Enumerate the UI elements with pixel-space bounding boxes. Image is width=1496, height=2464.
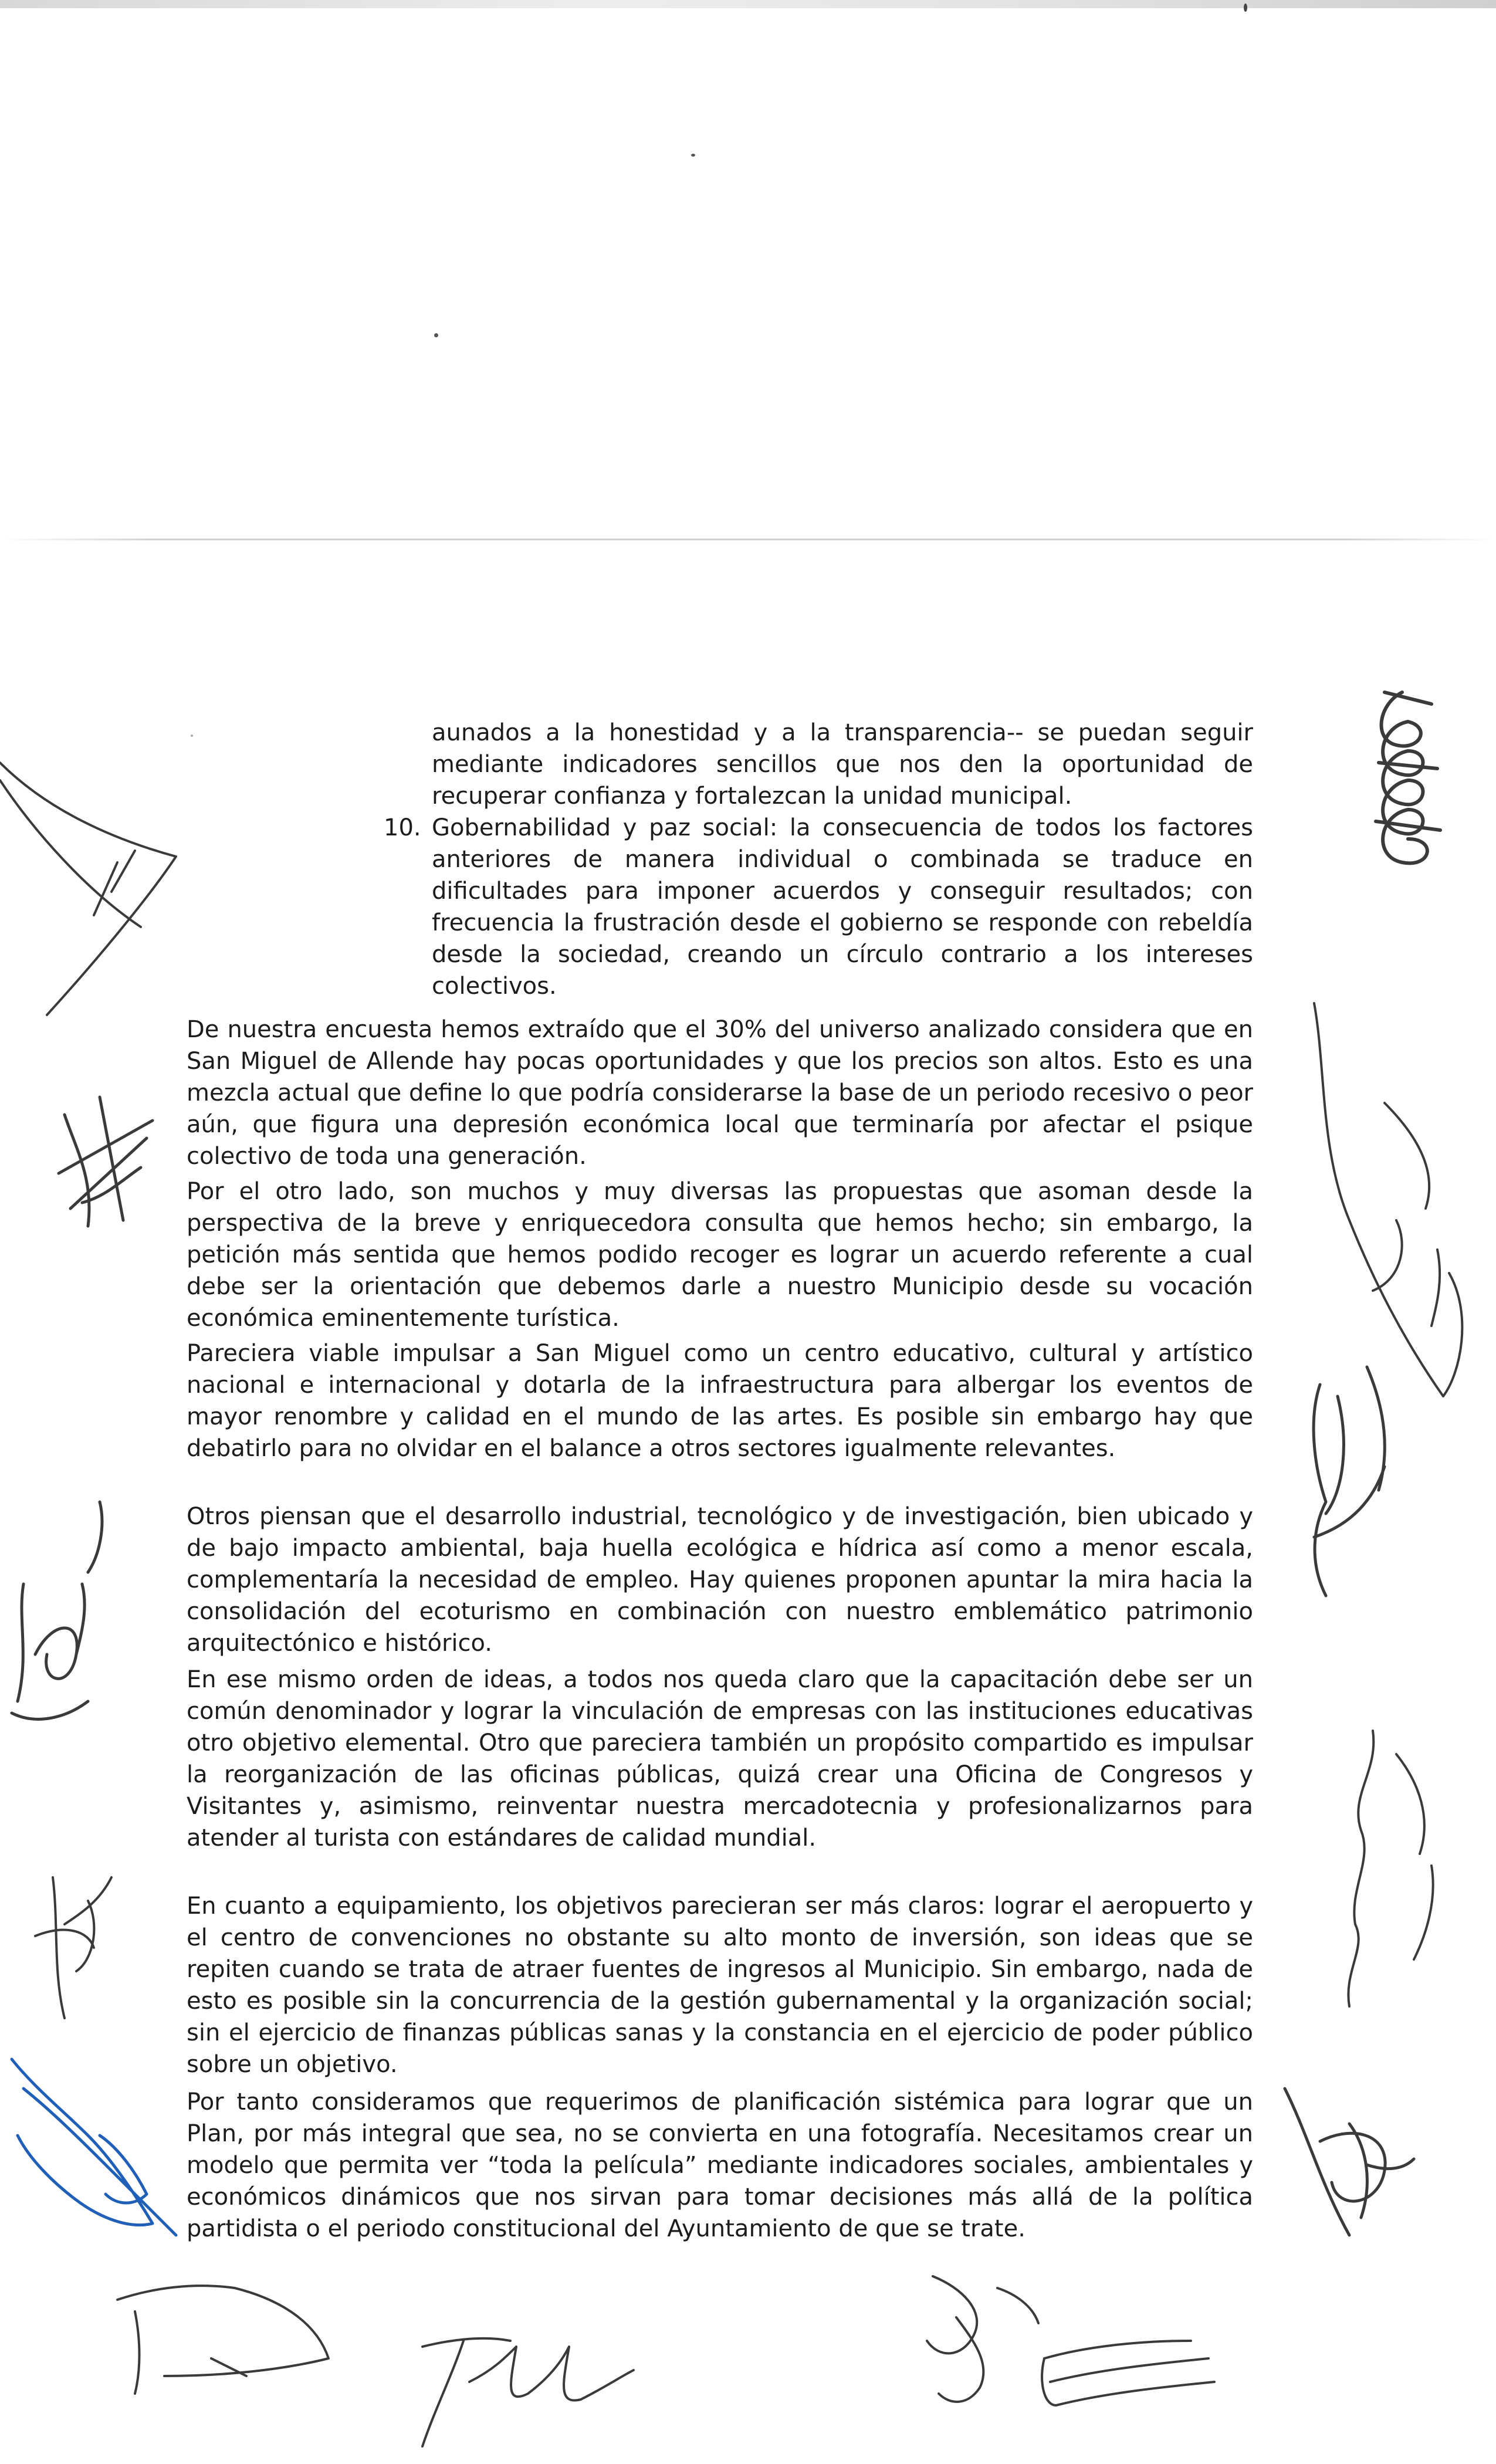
signature-mark bbox=[1376, 692, 1440, 863]
paragraph-text: Por el otro lado, son muchos y muy diversas las propuestas que asoman desde la perspectiva de la breve y enriquecedora consulta que hemos hecho; sin embargo, la petición más sentida que hemos podido recoger es lograr un acuerdo referente a cual debe ser la orientación que debemos darle a nuestro Municipio desde su vocación económica eminentemente turística. bbox=[187, 1178, 1253, 1332]
paragraph-text: Otros piensan que el desarrollo industrial, tecnológico y de investigación, bien ubicado y de bajo impacto ambiental, baja huella ecológica e hídrica así como a menor escala, complementaría la necesidad de empleo. Hay quienes proponen apuntar la mira hacia la consolidación del ecoturismo en combinación con nuestro emblemático patrimonio arquitectónico e histórico. bbox=[187, 1503, 1253, 1657]
signature-mark bbox=[1042, 2341, 1214, 2405]
signature-mark bbox=[35, 1877, 111, 2018]
paragraph-text: Por tanto consideramos que requerimos de planificación sistémica para lograr que un Plan, por más integral que sea, no se convierta en una fotografía. Necesitamos crear un modelo que permita ver “toda la película” mediante indicadores sociales, ambientales y económicos dinámicos que nos sirvan para tomar decisiones más allá de la política partidista o el periodo constitucional del Ayuntamiento de que se trate. bbox=[187, 2089, 1253, 2242]
paragraph-text: Pareciera viable impulsar a San Miguel como un centro educativo, cultural y artístico nacional e internacional y dotarla de la infraestructura para albergar los eventos de mayor renombre y calidad en el mundo de las artes. Es posible sin embargo hay que debatirlo para no olvidar en el balance a otros sectores igualmente relevantes. bbox=[187, 1340, 1253, 1462]
signature-mark bbox=[1348, 1731, 1433, 2006]
signature-mark bbox=[12, 1502, 102, 1719]
paragraph-text: De nuestra encuesta hemos extraído que el 30% del universo analizado considera que en San Miguel de Allende hay pocas oportunidades y que los precios son altos. Esto es una mezcla actual que define lo que podría considerarse la base de un periodo recesivo o peor aún, que figura una depresión económica local que terminaría por afectar el psique colectivo de toda una generación. bbox=[187, 1016, 1253, 1170]
signature-mark bbox=[927, 2276, 1038, 2402]
paragraph-text: En ese mismo orden de ideas, a todos nos queda claro que la capacitación debe ser un común denominador y lograr la vinculación de empresas con las instituciones educativas otro objetivo elemental. Otro que pareciera también un propósito compartido es impulsar la reorganización de las oficinas públicas, quizá crear una Oficina de Congresos y Visitantes y, asimismo, reinventar nuestra mercadotecnia y profesionalizarnos para atender al turista con estándares de calidad mundial. bbox=[187, 1666, 1253, 1852]
signature-mark bbox=[1285, 2089, 1414, 2235]
list-item-continuation: aunados a la honestidad y a la transparencia-- se puedan seguir mediante indicadores sencillos que nos den la oportunidad de recuperar confianza y fortalezcan la unidad municipal. bbox=[432, 719, 1253, 810]
signature-mark-blue bbox=[12, 2059, 176, 2235]
paragraph-text: En cuanto a equipamiento, los objetivos parecieran ser más claros: lograr el aeropuerto y el centro de convenciones no obstante su alto monto de inversión, son ideas que se repiten cuando se trata de atraer fuentes de ingresos al Municipio. Sin embargo, nada de esto es posible sin la concurrencia de la gestión gubernamental y la organización social; sin el ejercicio de finanzas públicas sanas y la constancia en el ejercicio de poder público sobre un objetivo. bbox=[187, 1893, 1253, 2078]
signature-mark bbox=[117, 2286, 329, 2394]
signature-mark bbox=[59, 1097, 153, 1226]
signature-mark bbox=[1314, 1003, 1462, 1396]
list-item-text: Gobernabilidad y paz social: la consecuencia de todos los factores anteriores de manera individual o combinada se traduce en dificultades para imponer acuerdos y conseguir resultados; con frecuencia la frustración desde el gobierno se responde con rebeldía desde la sociedad, creando un círculo contrario a los intereses colectivos. bbox=[432, 814, 1253, 1000]
signature-mark bbox=[1314, 1367, 1385, 1596]
list-item-number: 10. bbox=[384, 814, 421, 841]
signature-mark bbox=[0, 763, 176, 1015]
signature-mark bbox=[422, 2338, 634, 2446]
